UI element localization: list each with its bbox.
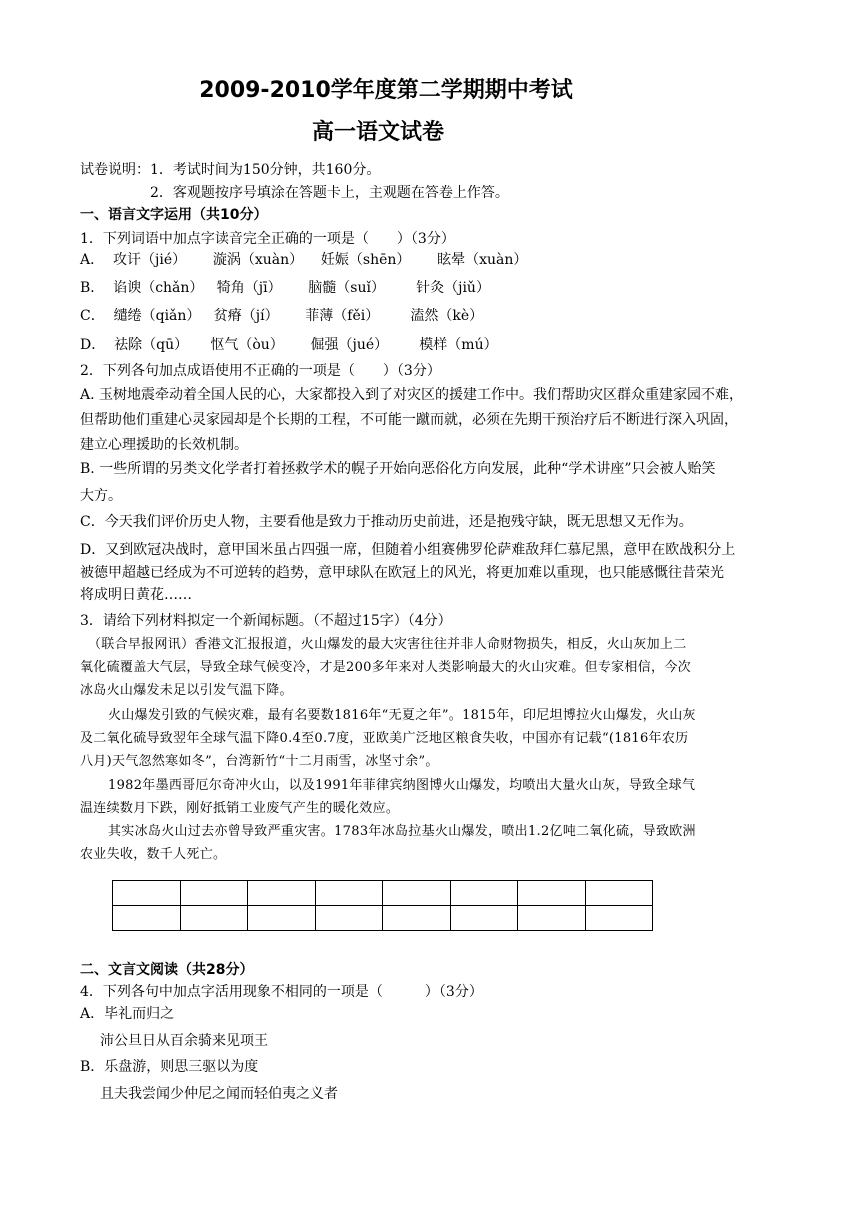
q1-option-c: C． 缱绻（qiǎn） 贫瘠（jí） 菲薄（fěi） 溘然（kè） — [80, 308, 484, 324]
q3-material-p1-line2: 氧化硫覆盖大气层，导致全球气候变冷，才是200多年来对人类影响最大的火山灾难。但专家相信，今次 — [80, 660, 691, 675]
q4-stem: 4．下列各句中加点字活用现象不相同的一项是（ ）（3分） — [80, 984, 483, 1000]
q4-option-b-line1: B．乐盘游，则思三驱以为度 — [80, 1059, 259, 1075]
q1-option-a: A． 攻讦（jié） 漩涡（xuàn） 妊娠（shēn） 眩晕（xuàn） — [80, 252, 528, 268]
instructions-line-2: 2．客观题按序号填涂在答题卡上，主观题在答卷上作答。 — [150, 185, 509, 201]
q3-material-p2-line1: 火山爆发引致的气候灾难，最有名要数1816年“无夏之年”。1815年，印尼坦博拉火山爆发，火山灰 — [108, 708, 696, 723]
answer-grid-row — [113, 906, 653, 931]
q3-material-p1-line3: 冰岛火山爆发未足以引发气温下降。 — [80, 683, 293, 698]
q3-material-p3-line2: 温连续数月下跌，刚好抵销工业废气产生的暖化效应。 — [80, 801, 400, 816]
answer-grid-row — [113, 881, 653, 906]
q3-material-p4-line2: 农业失收，数千人死亡。 — [80, 847, 227, 862]
q2-option-b-line2: 大方。 — [80, 488, 122, 504]
instructions-line-1: 试卷说明：1．考试时间为150分钟，共160分。 — [80, 162, 381, 178]
exam-title: 2009-2010学年度第二学期期中考试 — [199, 78, 573, 103]
q3-material-p1-line1: （联合早报网讯）香港文汇报报道，火山爆发的最大灾害往往并非人命财物损失，相反，火山灰加上二 — [88, 637, 687, 652]
answer-cell[interactable] — [518, 881, 586, 906]
q4-option-a-line2: 沛公旦日从百余骑来见项王 — [100, 1033, 268, 1049]
section2-heading: 二、文言文阅读（共28分） — [80, 962, 254, 978]
answer-cell[interactable] — [315, 881, 383, 906]
answer-cell[interactable] — [113, 906, 181, 931]
q2-option-a-line2: 但帮助他们重建心灵家园却是个长期的工程，不可能一蹴而就，必须在先期干预治疗后不断进行深入巩固， — [80, 412, 738, 428]
answer-cell[interactable] — [383, 881, 451, 906]
answer-cell[interactable] — [315, 906, 383, 931]
answer-cell[interactable] — [585, 881, 653, 906]
q2-option-a-line1: A. 玉树地震牵动着全国人民的心，大家都投入到了对灾区的援建工作中。我们帮助灾区群众重建家园不难， — [80, 387, 744, 403]
answer-cell[interactable] — [180, 881, 248, 906]
q2-option-d-line1: D．又到欧冠决战时，意甲国米虽占四强一席，但随着小组赛佛罗伦萨难敌拜仁慕尼黑，意甲在欧战积分上 — [80, 542, 736, 558]
q3-material-p4-line1: 其实冰岛火山过去亦曾导致严重灾害。1783年冰岛拉基火山爆发，喷出1.2亿吨二氧化硫，导致欧洲 — [108, 824, 696, 839]
q2-stem: 2．下列各句加点成语使用不正确的一项是（ ）（3分） — [80, 363, 441, 379]
answer-cell[interactable] — [383, 906, 451, 931]
answer-cell[interactable] — [450, 881, 518, 906]
answer-cell[interactable] — [113, 881, 181, 906]
answer-cell[interactable] — [518, 906, 586, 931]
q3-material-p3-line1: 1982年墨西哥厄尔奇冲火山，以及1991年菲律宾纳图博火山爆发，均喷出大量火山灰，导致全球气 — [108, 778, 696, 793]
answer-cell[interactable] — [180, 906, 248, 931]
answer-grid — [112, 880, 653, 931]
answer-cell[interactable] — [585, 906, 653, 931]
answer-cell[interactable] — [248, 906, 316, 931]
q3-stem: 3．请给下列材料拟定一个新闻标题。（不超过15字）（4分） — [80, 613, 452, 629]
q2-option-c: C．今天我们评价历史人物，主要看他是致力于推动历史前进，还是抱残守缺，既无思想又无作为。 — [80, 514, 693, 530]
section1-heading: 一、语言文字运用（共10分） — [80, 207, 268, 223]
q3-material-p2-line2: 及二氧化硫导致翌年全球气温下降0.4至0.7度，亚欧美广泛地区粮食失收，中国亦有记载“(1816年农历 — [80, 731, 689, 746]
q2-option-d-line2: 被德甲超越已经成为不可逆转的趋势，意甲球队在欧冠上的风光，将更加难以重现，也只能感慨往昔荣光 — [80, 565, 724, 581]
q1-option-b: B． 谄谀（chǎn） 犄角（jī） 脑髓（suǐ） 针灸（jiǔ） — [80, 280, 490, 296]
q4-option-a-line1: A．毕礼而归之 — [80, 1006, 175, 1022]
q2-option-a-line3: 建立心理援助的长效机制。 — [80, 437, 248, 453]
q1-stem: 1．下列词语中加点字读音完全正确的一项是（ ）（3分） — [80, 231, 455, 247]
answer-cell[interactable] — [248, 881, 316, 906]
q2-option-d-line3: 将成明日黄花…… — [80, 587, 192, 603]
q2-option-b-line1: B. 一些所谓的另类文化学者打着拯救学术的幌子开始向恶俗化方向发展，此种“学术讲座”只会被人贻笑 — [80, 461, 716, 477]
answer-cell[interactable] — [450, 906, 518, 931]
q3-material-p2-line3: 八月)天气忽然寒如冬”，台湾新竹“十二月雨雪，冰坚寸余”。 — [80, 754, 439, 769]
q1-option-d: D． 祛除（qū） 怄气（òu） 倔强（jué） 模样（mú） — [80, 337, 498, 353]
q4-option-b-line2: 且夫我尝闻少仲尼之闻而轻伯夷之义者 — [100, 1086, 338, 1102]
exam-subtitle: 高一语文试卷 — [311, 120, 444, 145]
